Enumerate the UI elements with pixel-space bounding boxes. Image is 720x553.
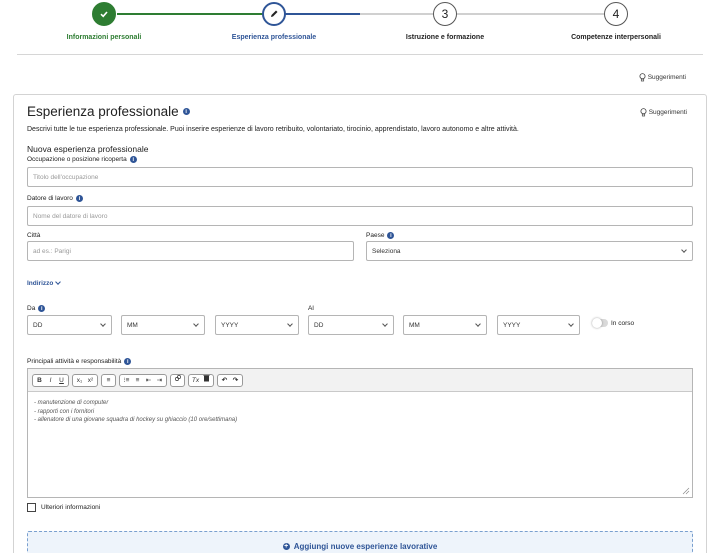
step-4-label[interactable]: Competenze interpersonali [571, 34, 661, 41]
more-info-checkbox[interactable] [27, 503, 36, 512]
progress-stepper [0, 0, 720, 60]
script-group [72, 374, 98, 387]
step-connector-3 [457, 13, 604, 15]
chevron-down-icon [568, 321, 574, 327]
step-2-label[interactable]: Esperienza professionale [231, 34, 317, 41]
align-group [101, 374, 116, 387]
section-title: Esperienza professionale i [27, 104, 190, 119]
step-connector-1 [117, 13, 270, 15]
chevron-down-icon [287, 321, 293, 327]
info-icon[interactable]: i [387, 232, 394, 239]
delete-button[interactable] [201, 374, 212, 386]
check-icon [99, 9, 109, 19]
employer-label: Datore di lavoro i [27, 195, 83, 202]
trash-icon [203, 374, 210, 382]
history-group [217, 374, 243, 387]
section-description: Descrivi tutte le tue esperienza professionale. Puoi inserire esperienze di lavoro retribuito, volontariato, tirocinio, apprendistato, lavoro autonomo e altre attività. [27, 126, 519, 133]
city-label: Città [27, 232, 41, 239]
card-tips-link[interactable]: Suggerimenti [640, 108, 687, 117]
city-input[interactable]: ad es.: Parigi [27, 241, 354, 261]
info-icon[interactable]: i [130, 156, 137, 163]
link-group [170, 374, 185, 387]
indent-button[interactable]: ⇥ [156, 376, 163, 384]
step-3-label[interactable]: Istruzione e formazione [405, 34, 485, 41]
bold-button[interactable]: B [37, 376, 42, 384]
activity-line: - manutenzione di computer [34, 400, 109, 406]
link-icon [174, 374, 182, 382]
editor-content[interactable] [28, 392, 692, 432]
chevron-down-icon [382, 321, 388, 327]
info-icon[interactable]: i [38, 305, 45, 312]
superscript-button[interactable]: x² [87, 376, 94, 384]
chevron-down-icon [100, 321, 106, 327]
step-1-label[interactable]: Informazioni personali [66, 34, 142, 41]
pencil-icon [269, 9, 279, 19]
to-year-select[interactable]: YYYY [497, 315, 580, 335]
undo-button[interactable]: ↶ [221, 376, 228, 384]
to-day-select[interactable]: DD [308, 315, 394, 335]
to-label: Al [308, 305, 314, 312]
step-4-circle[interactable]: 4 [604, 2, 628, 26]
link-button[interactable] [172, 374, 183, 386]
activity-line: - rapporti con i fornitori [34, 408, 95, 415]
ongoing-label: In corso [611, 320, 635, 327]
step-2-circle[interactable] [262, 2, 286, 26]
experience-card [13, 94, 707, 553]
more-info-row[interactable] [27, 503, 100, 512]
occupation-label: Occupazione o posizione ricoperta i [27, 156, 137, 163]
resize-handle-icon[interactable] [682, 487, 690, 495]
top-tips-link[interactable]: Suggerimenti [639, 73, 686, 82]
ongoing-toggle[interactable] [592, 319, 608, 327]
step-1-circle[interactable] [92, 2, 116, 26]
country-select[interactable]: Seleziona [366, 241, 693, 261]
address-toggle[interactable]: Indirizzo [27, 280, 60, 287]
info-icon[interactable]: i [183, 108, 190, 115]
chevron-down-icon [56, 279, 62, 285]
lightbulb-icon [639, 73, 646, 82]
from-year-select[interactable]: YYYY [215, 315, 299, 335]
step-connector-2b [360, 13, 433, 15]
format-group [32, 374, 69, 387]
from-label: Da i [27, 305, 45, 312]
numbered-list-button[interactable]: ⁝≡ [123, 376, 130, 384]
info-icon[interactable]: i [76, 195, 83, 202]
new-experience-subtitle: Nuova esperienza professionale [27, 144, 149, 154]
chevron-down-icon [193, 321, 199, 327]
chevron-down-icon [475, 321, 481, 327]
clear-group [188, 374, 214, 387]
info-icon[interactable]: i [124, 358, 131, 365]
activity-line: - allenatore di una giovane squadra di hockey su ghiaccio (10 ore/settimana) [34, 417, 238, 423]
plus-icon: + [284, 542, 289, 550]
country-label: Paese i [366, 232, 394, 239]
lightbulb-icon [640, 108, 647, 117]
add-experience-button[interactable]: + Aggiungi nuove esperienze lavorative [27, 531, 693, 553]
editor-toolbar [28, 369, 692, 392]
employer-input[interactable]: Nome del datore di lavoro [27, 206, 693, 226]
redo-button[interactable]: ↷ [232, 376, 239, 384]
outdent-button[interactable]: ⇤ [145, 376, 152, 384]
chevron-down-icon [681, 247, 687, 253]
to-month-select[interactable]: MM [403, 315, 487, 335]
bullet-list-button[interactable]: ≡ [135, 376, 140, 384]
more-info-label: Ulteriori informazioni [41, 504, 101, 511]
step-connector-2a [285, 13, 360, 15]
align-button[interactable]: ≡ [106, 376, 111, 384]
from-month-select[interactable]: MM [121, 315, 205, 335]
activities-label: Principali attività e responsabilità i [27, 358, 131, 365]
activities-editor [27, 368, 693, 498]
occupation-input[interactable]: Titolo dell'occupazione [27, 167, 693, 187]
underline-button[interactable]: U [59, 376, 64, 384]
from-day-select[interactable]: DD [27, 315, 112, 335]
italic-button[interactable]: I [49, 376, 52, 384]
list-group [119, 374, 167, 387]
subscript-button[interactable]: x₁ [76, 376, 83, 384]
stepper-divider [17, 54, 703, 55]
step-3-circle[interactable]: 3 [433, 2, 457, 26]
clear-format-button[interactable]: Tx [191, 376, 200, 384]
